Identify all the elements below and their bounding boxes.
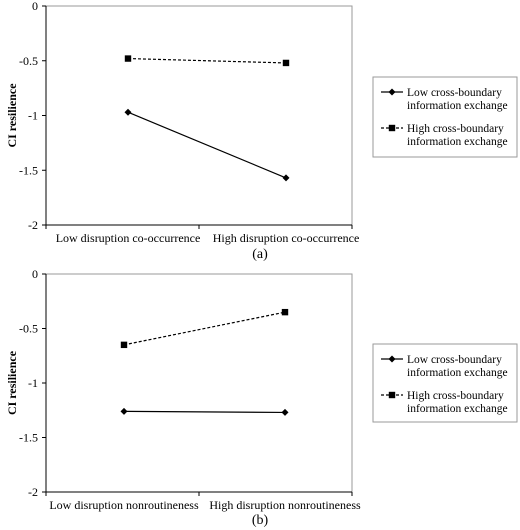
data-point-diamond	[125, 109, 132, 116]
y-tick-label: -2	[28, 218, 38, 232]
y-tick-label: 0	[32, 0, 38, 13]
series-line-high-exchange	[124, 312, 285, 345]
y-tick-label: -2	[28, 485, 38, 499]
data-point-square	[282, 309, 288, 315]
y-tick-label: -1	[28, 376, 38, 390]
legend-label: Low cross-boundary	[407, 87, 502, 99]
series-line-high-exchange	[128, 59, 286, 63]
data-point-square	[125, 55, 131, 61]
series-line-low-exchange	[128, 112, 286, 178]
data-point-diamond	[282, 409, 289, 416]
y-tick-label: -0.5	[19, 53, 38, 68]
legend-label: information exchange	[407, 136, 508, 148]
legend-label: information exchange	[407, 367, 508, 379]
legend-marker-square	[389, 125, 395, 131]
series-line-low-exchange	[124, 411, 285, 412]
y-tick-label: -1.5	[19, 163, 38, 178]
y-tick-label: -1	[28, 108, 38, 123]
x-tick-label: Low disruption co-occurrence	[55, 231, 201, 245]
y-axis-title: CI resilience	[5, 350, 19, 416]
y-axis-title: CI resilience	[5, 83, 19, 148]
legend-label: Low cross-boundary	[407, 354, 502, 366]
x-tick-label: High disruption nonroutineness	[209, 498, 361, 512]
legend-label: information exchange	[407, 403, 508, 415]
y-tick-label: 0	[32, 267, 38, 281]
legend-label: information exchange	[407, 100, 508, 112]
data-point-diamond	[121, 408, 128, 415]
data-point-diamond	[283, 174, 290, 181]
y-tick-label: -1.5	[19, 430, 38, 445]
x-tick-label: Low disruption nonroutineness	[49, 498, 199, 512]
legend-marker-square	[389, 392, 395, 398]
legend-label: High cross-boundary	[407, 123, 504, 135]
data-point-square	[121, 342, 127, 348]
x-tick-label: High disruption co-occurrence	[212, 231, 360, 245]
plot-area-frame	[46, 274, 352, 492]
panel-caption: (a)	[252, 247, 268, 262]
y-tick-label: -0.5	[19, 321, 38, 336]
panel-caption: (b)	[251, 513, 269, 528]
legend-label: High cross-boundary	[407, 390, 504, 402]
plot-area-frame	[46, 6, 352, 225]
data-point-square	[283, 60, 289, 66]
